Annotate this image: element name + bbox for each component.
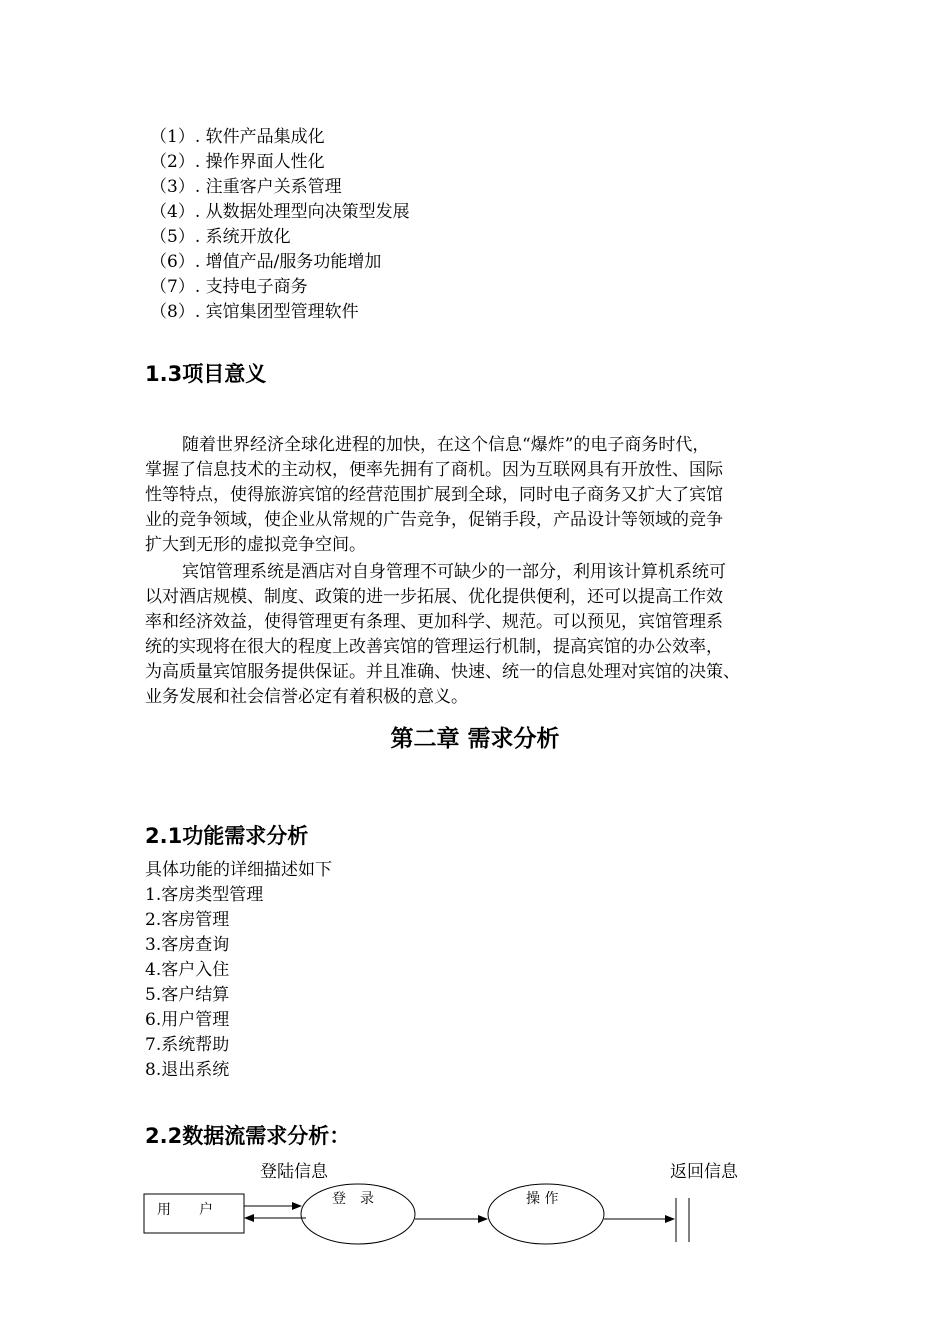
paragraph-line: 业的竞争领域，使企业从常规的广告竞争，促销手段，产品设计等领域的竞争 bbox=[145, 510, 723, 530]
function-item: 3.客房查询 bbox=[145, 935, 230, 955]
trend-list bbox=[150, 125, 410, 325]
section-2-1-heading: 2.1功能需求分析 bbox=[145, 824, 309, 848]
paragraph-line: 随着世界经济全球化进程的加快，在这个信息“爆炸”的电子商务时代， bbox=[182, 435, 710, 455]
paragraph-line: 为高质量宾馆服务提供保证。并且准确、快速、统一的信息处理对宾馆的决策、 bbox=[145, 662, 740, 682]
paragraph-line: 宾馆管理系统是酒店对自身管理不可缺少的一部分，利用该计算机系统可 bbox=[182, 562, 726, 582]
trend-item: （7）. 支持电子商务 bbox=[150, 277, 308, 297]
paragraph-line: 以对酒店规模、制度、政策的进一步拓展、优化提供便利，还可以提高工作效 bbox=[145, 587, 723, 607]
function-item: 7.系统帮助 bbox=[145, 1035, 230, 1055]
data-flow-diagram bbox=[0, 1150, 950, 1260]
function-intro: 具体功能的详细描述如下 bbox=[145, 860, 332, 880]
function-item: 4.客户入住 bbox=[145, 960, 230, 980]
trend-item: （4）. 从数据处理型向决策型发展 bbox=[150, 202, 410, 222]
label-login-info: 登陆信息 bbox=[260, 1162, 328, 1182]
paragraph-line: 率和经济效益，使得管理更有条理、更加科学、规范。可以预见，宾馆管理系 bbox=[145, 612, 723, 632]
trend-item: （6）. 增值产品/服务功能增加 bbox=[150, 252, 382, 272]
paragraph-1 bbox=[145, 433, 845, 558]
function-item: 5.客户结算 bbox=[145, 985, 230, 1005]
trend-item: （2）. 操作界面人性化 bbox=[150, 152, 325, 172]
function-item: 2.客房管理 bbox=[145, 910, 230, 930]
paragraph-line: 扩大到无形的虚拟竞争空间。 bbox=[145, 535, 366, 555]
trend-item: （3）. 注重客户关系管理 bbox=[150, 177, 342, 197]
user-box-label: 用 户 bbox=[157, 1202, 213, 1218]
function-item: 6.用户管理 bbox=[145, 1010, 230, 1030]
paragraph-line: 统的实现将在很大的程度上改善宾馆的管理运行机制，提高宾馆的办公效率， bbox=[145, 637, 723, 657]
paragraph-line: 掌握了信息技术的主动权，便率先拥有了商机。因为互联网具有开放性、国际 bbox=[145, 460, 723, 480]
login-ellipse-label: 登 录 bbox=[332, 1191, 374, 1207]
section-1-3-heading: 1.3项目意义 bbox=[145, 362, 267, 386]
operate-ellipse-label: 操 作 bbox=[526, 1191, 559, 1207]
function-list bbox=[145, 858, 332, 1083]
section-2-2-heading: 2.2数据流需求分析： bbox=[145, 1124, 351, 1148]
paragraph-2 bbox=[145, 560, 845, 710]
chapter-title: 第二章 需求分析 bbox=[390, 726, 560, 752]
trend-item: （1）. 软件产品集成化 bbox=[150, 127, 325, 147]
trend-item: （8）. 宾馆集团型管理软件 bbox=[150, 302, 359, 322]
paragraph-line: 性等特点，使得旅游宾馆的经营范围扩展到全球，同时电子商务又扩大了宾馆 bbox=[145, 485, 723, 505]
trend-item: （5）. 系统开放化 bbox=[150, 227, 291, 247]
label-return-info: 返回信息 bbox=[670, 1162, 738, 1182]
function-item: 8.退出系统 bbox=[145, 1060, 230, 1080]
paragraph-line: 业务发展和社会信誉必定有着积极的意义。 bbox=[145, 687, 468, 707]
function-item: 1.客房类型管理 bbox=[145, 885, 264, 905]
